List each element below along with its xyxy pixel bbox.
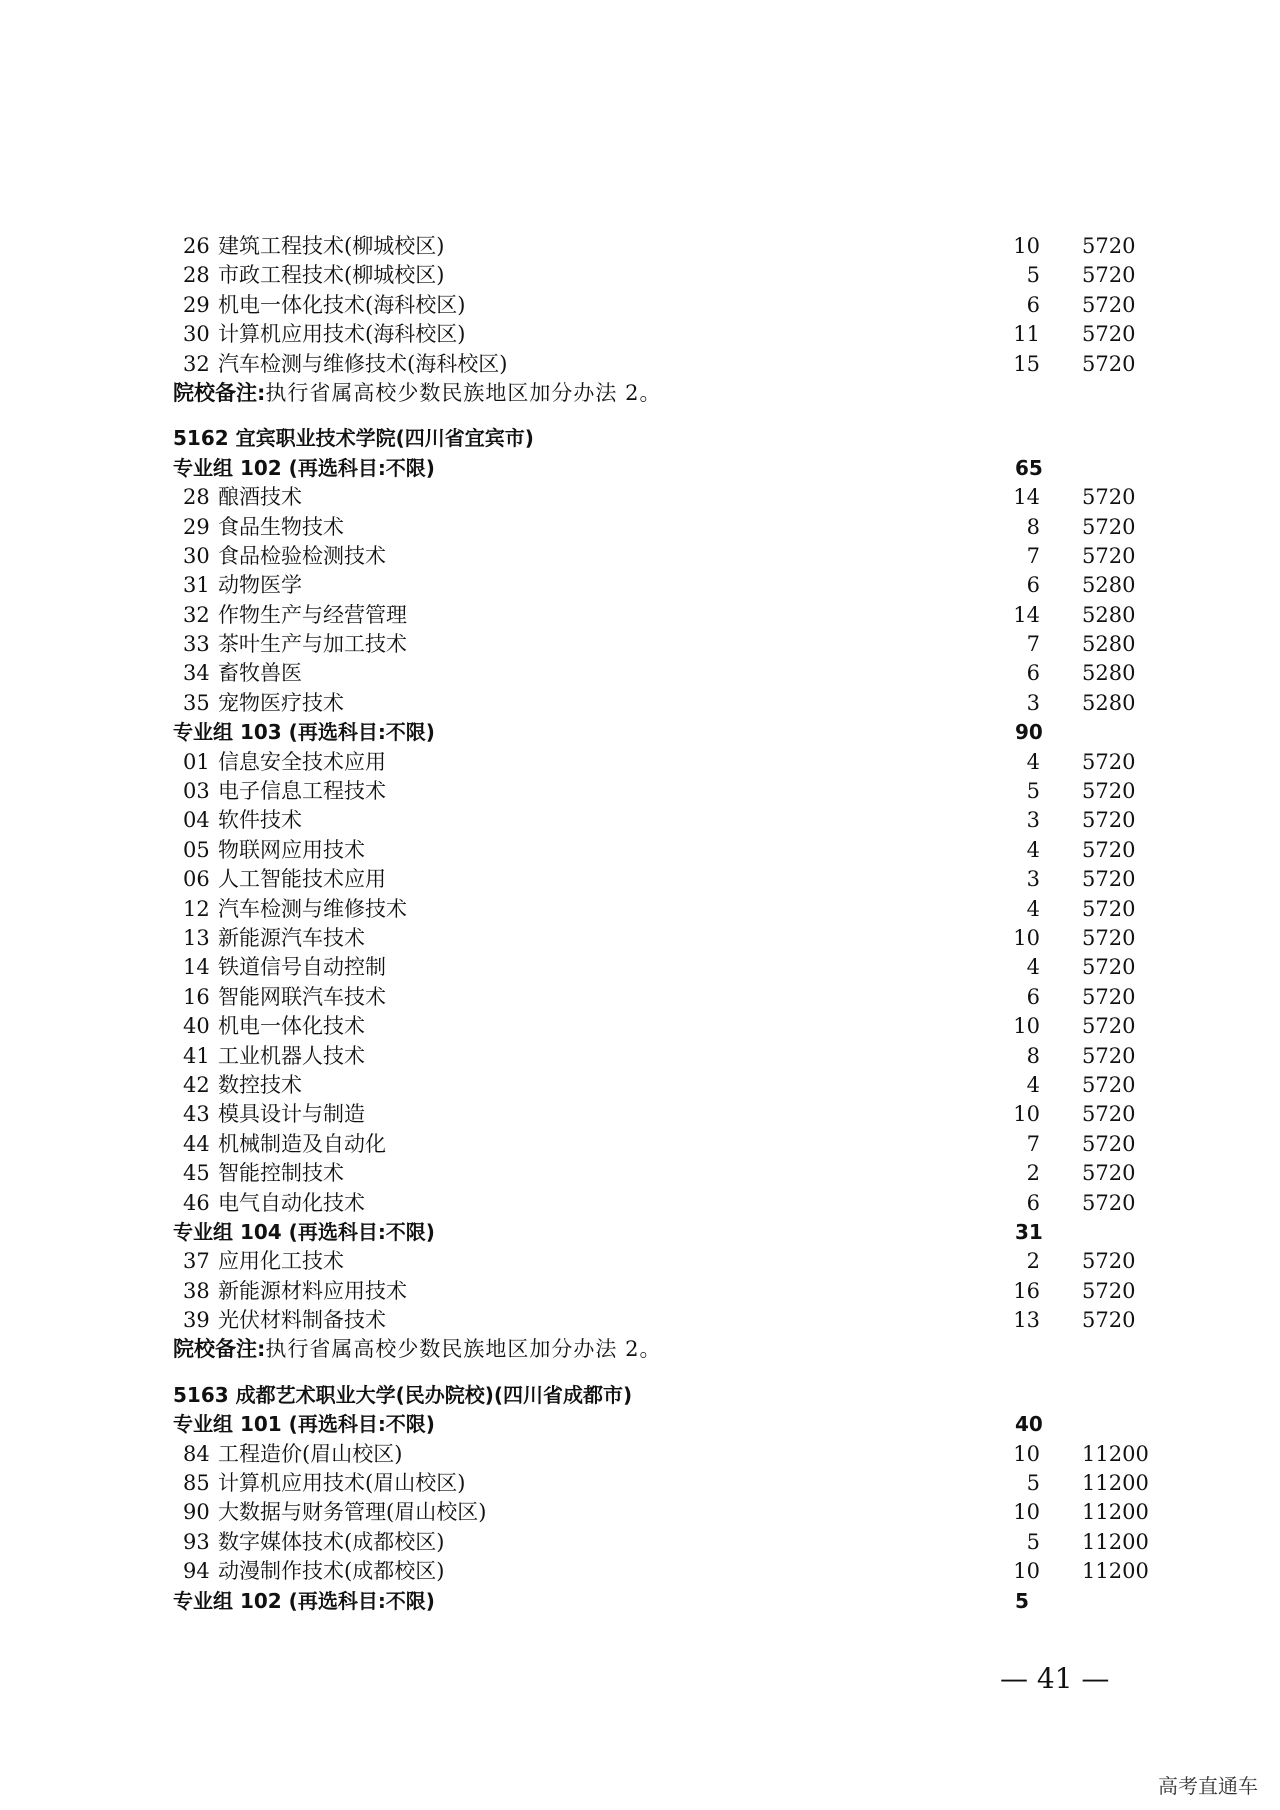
major-code: 90 bbox=[183, 1500, 210, 1525]
major-plan: 7 bbox=[1026, 543, 1040, 568]
page-number: — 41 — bbox=[1000, 1662, 1110, 1695]
major-code: 01 bbox=[183, 749, 210, 774]
major-row bbox=[0, 983, 1280, 1012]
major-name: 电气自动化技术 bbox=[218, 1190, 365, 1215]
major-name: 汽车检测与维修技术(海科校区) bbox=[218, 351, 508, 376]
major-name: 新能源汽车技术 bbox=[218, 925, 365, 950]
major-code: 26 bbox=[183, 234, 210, 258]
major-row bbox=[0, 1277, 1280, 1306]
major-code: 38 bbox=[183, 1278, 210, 1303]
major-code: 31 bbox=[183, 573, 210, 598]
major-name: 数字媒体技术(成都校区) bbox=[218, 1529, 445, 1554]
major-row bbox=[0, 777, 1280, 806]
admission-plan-list bbox=[0, 232, 1280, 1616]
major-fee: 11200 bbox=[1082, 1500, 1149, 1525]
major-fee: 5720 bbox=[1082, 955, 1136, 980]
major-plan: 3 bbox=[1026, 690, 1040, 715]
watermark: 高考直通车 bbox=[1158, 1774, 1258, 1798]
major-group-header bbox=[0, 454, 1280, 483]
major-code: 30 bbox=[183, 322, 210, 347]
school-header-text: 5162 宜宾职业技术学院(四川省宜宾市) bbox=[173, 426, 534, 451]
major-plan: 16 bbox=[1013, 1278, 1040, 1303]
major-name: 智能控制技术 bbox=[218, 1161, 344, 1186]
major-fee: 5720 bbox=[1082, 1043, 1136, 1068]
major-code: 05 bbox=[183, 837, 210, 862]
major-plan: 10 bbox=[1013, 234, 1040, 258]
major-fee: 5720 bbox=[1082, 867, 1136, 892]
major-row bbox=[0, 350, 1280, 379]
major-name: 汽车检测与维修技术 bbox=[218, 896, 407, 921]
major-fee: 5720 bbox=[1082, 485, 1136, 510]
major-group-header bbox=[0, 1410, 1280, 1439]
major-code: 43 bbox=[183, 1102, 210, 1127]
major-plan: 5 bbox=[1026, 779, 1040, 804]
major-group-header bbox=[0, 718, 1280, 747]
major-plan: 11 bbox=[1013, 322, 1040, 347]
major-plan: 13 bbox=[1013, 1308, 1040, 1333]
major-code: 04 bbox=[183, 808, 210, 833]
major-name: 工业机器人技术 bbox=[218, 1043, 365, 1068]
major-code: 06 bbox=[183, 867, 210, 892]
school-header-text: 5163 成都艺术职业大学(民办院校)(四川省成都市) bbox=[173, 1382, 633, 1407]
school-note bbox=[0, 1335, 1280, 1364]
major-code: 35 bbox=[183, 690, 210, 715]
major-plan: 5 bbox=[1026, 1529, 1040, 1554]
major-fee: 5720 bbox=[1082, 1278, 1136, 1303]
major-code: 29 bbox=[183, 292, 210, 317]
major-row bbox=[0, 1498, 1280, 1527]
major-fee: 5280 bbox=[1082, 661, 1136, 686]
major-fee: 5720 bbox=[1082, 322, 1136, 347]
major-row bbox=[0, 483, 1280, 512]
major-name: 模具设计与制造 bbox=[218, 1102, 365, 1127]
major-code: 30 bbox=[183, 543, 210, 568]
major-plan: 4 bbox=[1026, 837, 1040, 862]
major-code: 33 bbox=[183, 632, 210, 657]
school-header bbox=[0, 424, 1280, 453]
major-fee: 5720 bbox=[1082, 514, 1136, 539]
major-name: 建筑工程技术(柳城校区) bbox=[218, 234, 445, 258]
major-fee: 5720 bbox=[1082, 1131, 1136, 1156]
major-name: 机械制造及自动化 bbox=[218, 1131, 386, 1156]
major-plan: 10 bbox=[1013, 1102, 1040, 1127]
major-group-header bbox=[0, 1218, 1280, 1247]
major-fee: 5280 bbox=[1082, 602, 1136, 627]
major-fee: 5720 bbox=[1082, 1308, 1136, 1333]
major-fee: 5720 bbox=[1082, 1102, 1136, 1127]
major-plan: 6 bbox=[1026, 573, 1040, 598]
major-name: 畜牧兽医 bbox=[218, 661, 302, 686]
major-name: 人工智能技术应用 bbox=[218, 867, 386, 892]
major-code: 34 bbox=[183, 661, 210, 686]
major-group-label: 专业组 103 (再选科目:不限) bbox=[173, 720, 435, 745]
major-row bbox=[0, 953, 1280, 982]
major-name: 机电一体化技术 bbox=[218, 1014, 365, 1039]
major-code: 45 bbox=[183, 1161, 210, 1186]
major-name: 市政工程技术(柳城校区) bbox=[218, 263, 445, 288]
major-fee: 5720 bbox=[1082, 837, 1136, 862]
major-name: 食品生物技术 bbox=[218, 514, 344, 539]
major-plan: 6 bbox=[1026, 984, 1040, 1009]
major-plan: 4 bbox=[1026, 749, 1040, 774]
major-name: 物联网应用技术 bbox=[218, 837, 365, 862]
major-row bbox=[0, 1528, 1280, 1557]
major-row bbox=[0, 1189, 1280, 1218]
major-code: 46 bbox=[183, 1190, 210, 1215]
major-plan: 4 bbox=[1026, 1072, 1040, 1097]
major-row bbox=[0, 1159, 1280, 1188]
major-code: 37 bbox=[183, 1249, 210, 1274]
major-row bbox=[0, 1247, 1280, 1276]
major-code: 42 bbox=[183, 1072, 210, 1097]
major-fee: 5720 bbox=[1082, 896, 1136, 921]
major-plan: 8 bbox=[1026, 1043, 1040, 1068]
major-row bbox=[0, 1306, 1280, 1335]
major-code: 32 bbox=[183, 351, 210, 376]
major-plan: 4 bbox=[1026, 896, 1040, 921]
major-group-plan: 90 bbox=[1015, 720, 1043, 745]
major-code: 94 bbox=[183, 1559, 210, 1584]
major-row bbox=[0, 1012, 1280, 1041]
major-code: 40 bbox=[183, 1014, 210, 1039]
major-plan: 6 bbox=[1026, 1190, 1040, 1215]
major-fee: 5280 bbox=[1082, 690, 1136, 715]
major-fee: 5280 bbox=[1082, 632, 1136, 657]
major-plan: 5 bbox=[1026, 263, 1040, 288]
major-name: 机电一体化技术(海科校区) bbox=[218, 292, 466, 317]
major-name: 计算机应用技术(海科校区) bbox=[218, 322, 466, 347]
major-row bbox=[0, 320, 1280, 349]
major-name: 酿酒技术 bbox=[218, 485, 302, 510]
major-row bbox=[0, 630, 1280, 659]
major-name: 动物医学 bbox=[218, 573, 302, 598]
major-code: 93 bbox=[183, 1529, 210, 1554]
major-row bbox=[0, 1440, 1280, 1469]
major-code: 44 bbox=[183, 1131, 210, 1156]
major-fee: 5720 bbox=[1082, 543, 1136, 568]
major-code: 29 bbox=[183, 514, 210, 539]
major-row bbox=[0, 1071, 1280, 1100]
major-name: 工程造价(眉山校区) bbox=[218, 1441, 403, 1466]
major-name: 食品检验检测技术 bbox=[218, 543, 386, 568]
major-name: 宠物医疗技术 bbox=[218, 690, 344, 715]
major-group-header bbox=[0, 1587, 1280, 1616]
major-fee: 5720 bbox=[1082, 1249, 1136, 1274]
major-plan: 2 bbox=[1026, 1249, 1040, 1274]
major-code: 85 bbox=[183, 1471, 210, 1496]
major-group-label: 专业组 102 (再选科目:不限) bbox=[173, 1588, 435, 1613]
major-row bbox=[0, 261, 1280, 290]
school-note-text: 执行省属高校少数民族地区加分办法 2。 bbox=[265, 380, 662, 405]
major-name: 新能源材料应用技术 bbox=[218, 1278, 407, 1303]
major-name: 动漫制作技术(成都校区) bbox=[218, 1559, 445, 1584]
major-row bbox=[0, 689, 1280, 718]
major-plan: 4 bbox=[1026, 955, 1040, 980]
major-row bbox=[0, 232, 1280, 261]
major-name: 计算机应用技术(眉山校区) bbox=[218, 1471, 466, 1496]
major-fee: 5720 bbox=[1082, 779, 1136, 804]
major-name: 光伏材料制备技术 bbox=[218, 1308, 386, 1333]
major-group-plan: 40 bbox=[1015, 1412, 1043, 1437]
major-fee: 5720 bbox=[1082, 1072, 1136, 1097]
major-group-label: 专业组 104 (再选科目:不限) bbox=[173, 1219, 435, 1244]
major-plan: 10 bbox=[1013, 1500, 1040, 1525]
major-fee: 11200 bbox=[1082, 1529, 1149, 1554]
school-note bbox=[0, 379, 1280, 408]
major-fee: 5720 bbox=[1082, 292, 1136, 317]
school-note-label: 院校备注: bbox=[173, 1337, 266, 1362]
major-name: 铁道信号自动控制 bbox=[218, 955, 386, 980]
major-plan: 10 bbox=[1013, 925, 1040, 950]
major-plan: 10 bbox=[1013, 1014, 1040, 1039]
major-row bbox=[0, 865, 1280, 894]
major-plan: 7 bbox=[1026, 632, 1040, 657]
major-code: 84 bbox=[183, 1441, 210, 1466]
school-header bbox=[0, 1381, 1280, 1410]
major-row bbox=[0, 1100, 1280, 1129]
major-plan: 3 bbox=[1026, 808, 1040, 833]
major-code: 14 bbox=[183, 955, 210, 980]
major-code: 28 bbox=[183, 485, 210, 510]
major-row bbox=[0, 1469, 1280, 1498]
major-group-plan: 5 bbox=[1015, 1588, 1029, 1613]
major-fee: 5720 bbox=[1082, 351, 1136, 376]
major-plan: 10 bbox=[1013, 1559, 1040, 1584]
major-row bbox=[0, 1042, 1280, 1071]
major-name: 数控技术 bbox=[218, 1072, 302, 1097]
major-row bbox=[0, 542, 1280, 571]
major-fee: 5720 bbox=[1082, 1014, 1136, 1039]
major-name: 应用化工技术 bbox=[218, 1249, 344, 1274]
major-row bbox=[0, 571, 1280, 600]
major-name: 茶叶生产与加工技术 bbox=[218, 632, 407, 657]
major-group-plan: 31 bbox=[1015, 1219, 1043, 1244]
major-code: 13 bbox=[183, 925, 210, 950]
major-fee: 5720 bbox=[1082, 984, 1136, 1009]
major-plan: 10 bbox=[1013, 1441, 1040, 1466]
major-code: 32 bbox=[183, 602, 210, 627]
major-fee: 5720 bbox=[1082, 808, 1136, 833]
major-fee: 11200 bbox=[1082, 1441, 1149, 1466]
major-fee: 5720 bbox=[1082, 925, 1136, 950]
major-fee: 5280 bbox=[1082, 573, 1136, 598]
major-group-label: 专业组 101 (再选科目:不限) bbox=[173, 1412, 435, 1437]
major-row bbox=[0, 513, 1280, 542]
school-note-content bbox=[173, 379, 661, 408]
major-fee: 5720 bbox=[1082, 234, 1136, 258]
major-plan: 14 bbox=[1013, 485, 1040, 510]
school-note-label: 院校备注: bbox=[173, 380, 266, 405]
major-row bbox=[0, 836, 1280, 865]
major-row bbox=[0, 1130, 1280, 1159]
major-code: 41 bbox=[183, 1043, 210, 1068]
major-plan: 5 bbox=[1026, 1471, 1040, 1496]
major-fee: 5720 bbox=[1082, 749, 1136, 774]
major-plan: 14 bbox=[1013, 602, 1040, 627]
major-group-label: 专业组 102 (再选科目:不限) bbox=[173, 455, 435, 480]
major-fee: 11200 bbox=[1082, 1471, 1149, 1496]
major-fee: 5720 bbox=[1082, 1190, 1136, 1215]
major-code: 12 bbox=[183, 896, 210, 921]
major-row bbox=[0, 748, 1280, 777]
school-note-text: 执行省属高校少数民族地区加分办法 2。 bbox=[265, 1337, 662, 1362]
major-name: 大数据与财务管理(眉山校区) bbox=[218, 1500, 487, 1525]
major-name: 信息安全技术应用 bbox=[218, 749, 386, 774]
major-plan: 15 bbox=[1013, 351, 1040, 376]
major-plan: 6 bbox=[1026, 661, 1040, 686]
major-row bbox=[0, 806, 1280, 835]
major-group-plan: 65 bbox=[1015, 455, 1043, 480]
major-name: 作物生产与经营管理 bbox=[218, 602, 407, 627]
major-fee: 11200 bbox=[1082, 1559, 1149, 1584]
major-code: 39 bbox=[183, 1308, 210, 1333]
major-name: 电子信息工程技术 bbox=[218, 779, 386, 804]
major-row bbox=[0, 601, 1280, 630]
major-row bbox=[0, 659, 1280, 688]
major-plan: 2 bbox=[1026, 1161, 1040, 1186]
major-plan: 8 bbox=[1026, 514, 1040, 539]
major-row bbox=[0, 291, 1280, 320]
major-code: 16 bbox=[183, 984, 210, 1009]
major-code: 03 bbox=[183, 779, 210, 804]
major-row bbox=[0, 1557, 1280, 1586]
major-plan: 7 bbox=[1026, 1131, 1040, 1156]
major-name: 软件技术 bbox=[218, 808, 302, 833]
major-plan: 3 bbox=[1026, 867, 1040, 892]
major-plan: 6 bbox=[1026, 292, 1040, 317]
major-code: 28 bbox=[183, 263, 210, 288]
school-note-content bbox=[173, 1335, 661, 1364]
major-row bbox=[0, 924, 1280, 953]
major-fee: 5720 bbox=[1082, 263, 1136, 288]
major-fee: 5720 bbox=[1082, 1161, 1136, 1186]
major-name: 智能网联汽车技术 bbox=[218, 984, 386, 1009]
major-row bbox=[0, 895, 1280, 924]
